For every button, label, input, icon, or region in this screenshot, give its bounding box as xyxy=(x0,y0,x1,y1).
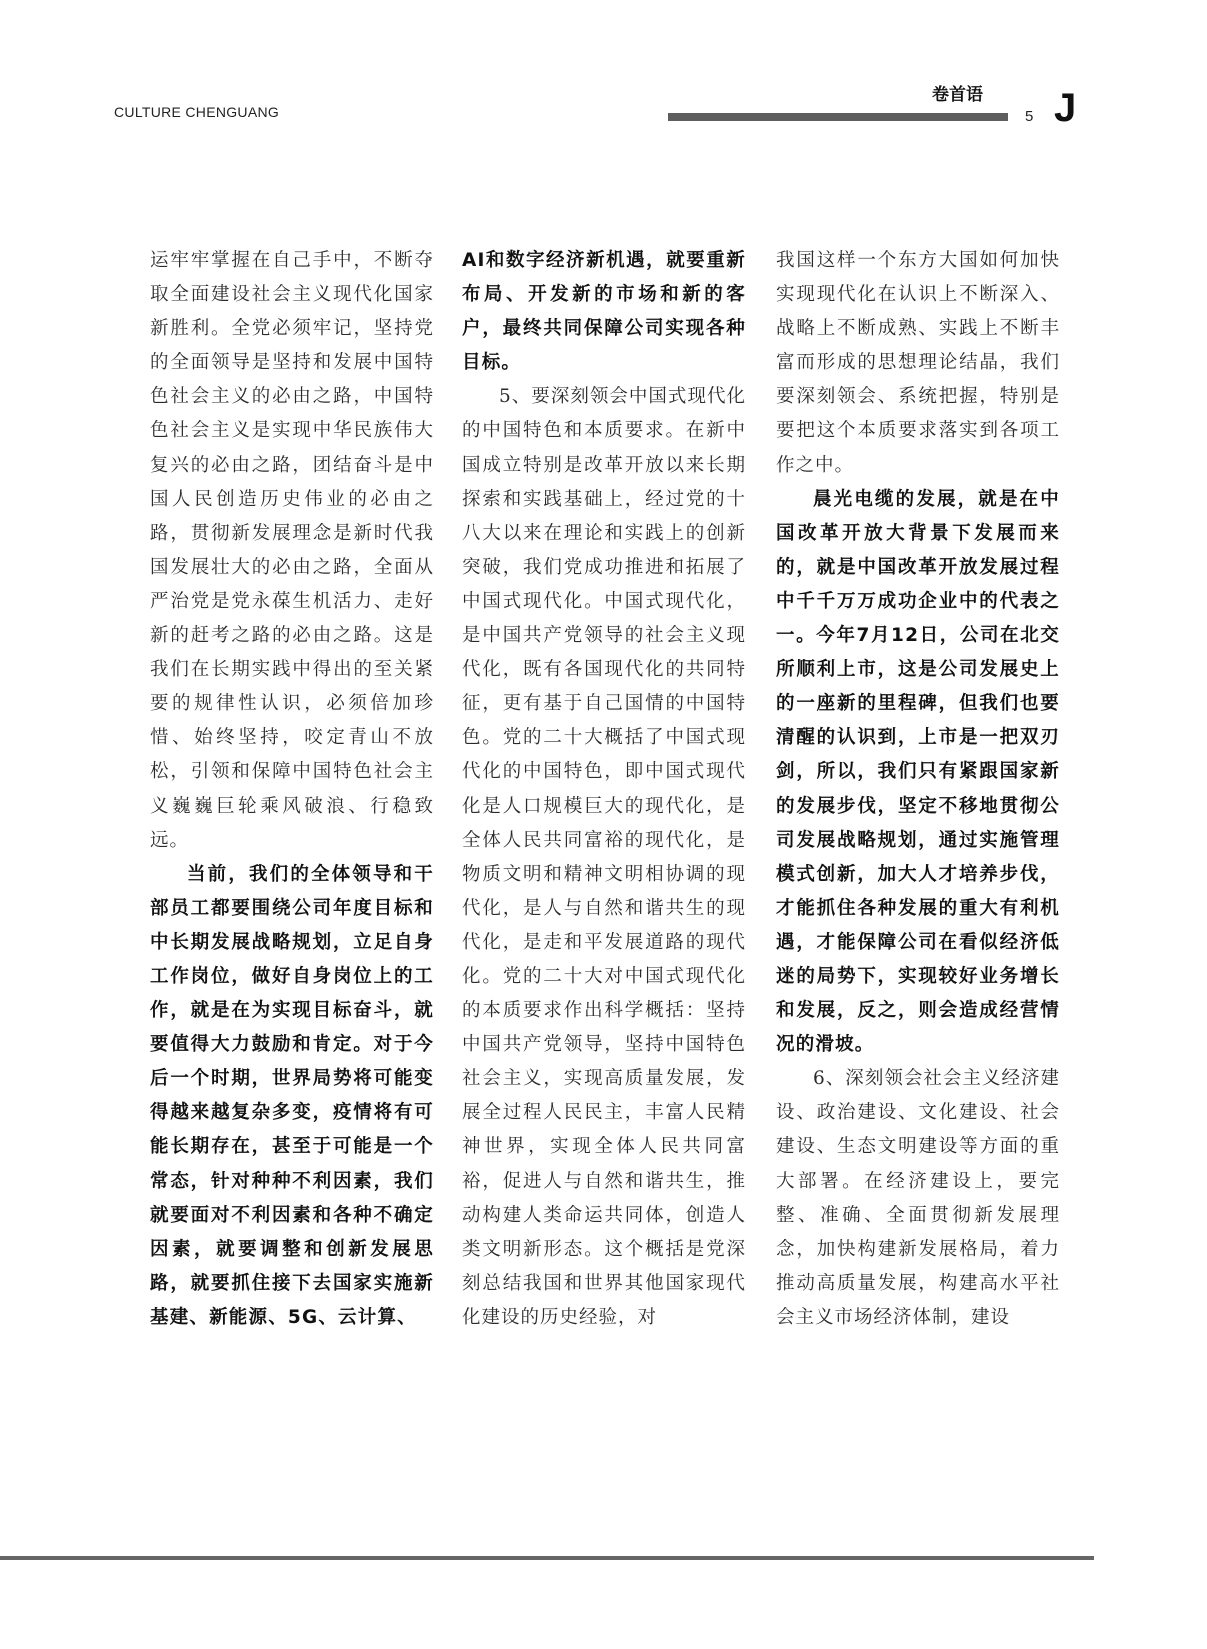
section-title: 卷首语 xyxy=(932,85,983,105)
paragraph: 5、要深刻领会中国式现代化的中国特色和本质要求。在新中国成立特别是改革开放以来长期探索和实践基础上，经过党的十八大以来在理论和实践上的创新突破，我们党成功推进和拓展了中国式现代化。中国式现代化，是中国共产党领导的社会主义现代化，既有各国现代化的共同特征，更有基于自己国情的中国特色。党的二十大概括了中国式现代化的中国特色，即中国式现代化是人口规模巨大的现代化，是全体人民共同富裕的现代化，是物质文明和精神文明相协调的现代化，是人与自然和谐共生的现代化，是走和平发展道路的现代化。党的二十大对中国式现代化的本质要求作出科学概括：坚持中国共产党领导，坚持中国特色社会主义，实现高质量发展，发展全过程人民民主，丰富人民精神世界，实现全体人民共同富裕，促进人与自然和谐共生，推动构建人类命运共同体，创造人类文明新形态。这个概括是党深刻总结我国和世界其他国家现代化建设的历史经验，对 xyxy=(462,386,746,1328)
text-column-3 xyxy=(776,244,1060,1484)
paragraph-bold: AI和数字经济新机遇，就要重新布局、开发新的市场和新的客户，最终共同保障公司实现各种目标。 xyxy=(462,250,746,374)
paragraph: 运牢牢掌握在自己手中，不断夺取全面建设社会主义现代化国家新胜利。全党必须牢记，坚持党的全面领导是坚持和发展中国特色社会主义的必由之路，中国特色社会主义是实现中华民族伟大复兴的必由之路，团结奋斗是中国人民创造历史伟业的必由之路，贯彻新发展理念是新时代我国发展壮大的必由之路，全面从严治党是党永葆生机活力、走好新的赶考之路的必由之路。这是我们在长期实践中得出的至关紧要的规律性认识，必须倍加珍惜、始终坚持，咬定青山不放松，引领和保障中国特色社会主义巍巍巨轮乘风破浪、行稳致远。 xyxy=(150,250,434,851)
section-letter: J xyxy=(1054,86,1077,130)
page-number: 5 xyxy=(1025,108,1034,125)
text-column-1 xyxy=(150,244,434,1484)
paragraph: 6、深刻领会社会主义经济建设、政治建设、文化建设、社会建设、生态文明建设等方面的重大部署。在经济建设上，要完整、准确、全面贯彻新发展理念，加快构建新发展格局，着力推动高质量发展，构建高水平社会主义市场经济体制，建设 xyxy=(776,1068,1060,1328)
text-column-2 xyxy=(462,244,746,1484)
paragraph: 我国这样一个东方大国如何加快实现现代化在认识上不断深入、战略上不断成熟、实践上不断丰富而形成的思想理论结晶，我们要深刻领会、系统把握，特别是要把这个本质要求落实到各项工作之中。 xyxy=(776,250,1060,476)
paragraph-bold: 晨光电缆的发展，就是在中国改革开放大背景下发展而来的，就是中国改革开放发展过程中千千万万成功企业中的代表之一。今年7月12日，公司在北交所顺利上市，这是公司发展史上的一座新的里程碑，但我们也要清醒的认识到，上市是一把双刃剑，所以，我们只有紧跟国家新的发展步伐，坚定不移地贯彻公司发展战略规划，通过实施管理模式创新，加大人才培养步伐，才能抓住各种发展的重大有利机遇，才能保障公司在看似经济低迷的局势下，实现较好业务增长和发展，反之，则会造成经营情况的滑坡。 xyxy=(776,488,1060,1056)
footer-rule xyxy=(0,1556,1094,1560)
paragraph-bold: 当前，我们的全体领导和干部员工都要围绕公司年度目标和中长期发展战略规划，立足自身工作岗位，做好自身岗位上的工作，就是在为实现目标奋斗，就要值得大力鼓励和肯定。对于今后一个时期，世界局势将可能变得越来越复杂多变，疫情将有可能长期存在，甚至于可能是一个常态，针对种种不利因素，我们就要面对不利因素和各种不确定因素，就要调整和创新发展思路，就要抓住接下去国家实施新基建、新能源、5G、云计算、 xyxy=(150,863,434,1328)
header-rule xyxy=(668,113,1008,121)
magazine-name: CULTURE CHENGUANG xyxy=(114,104,280,120)
